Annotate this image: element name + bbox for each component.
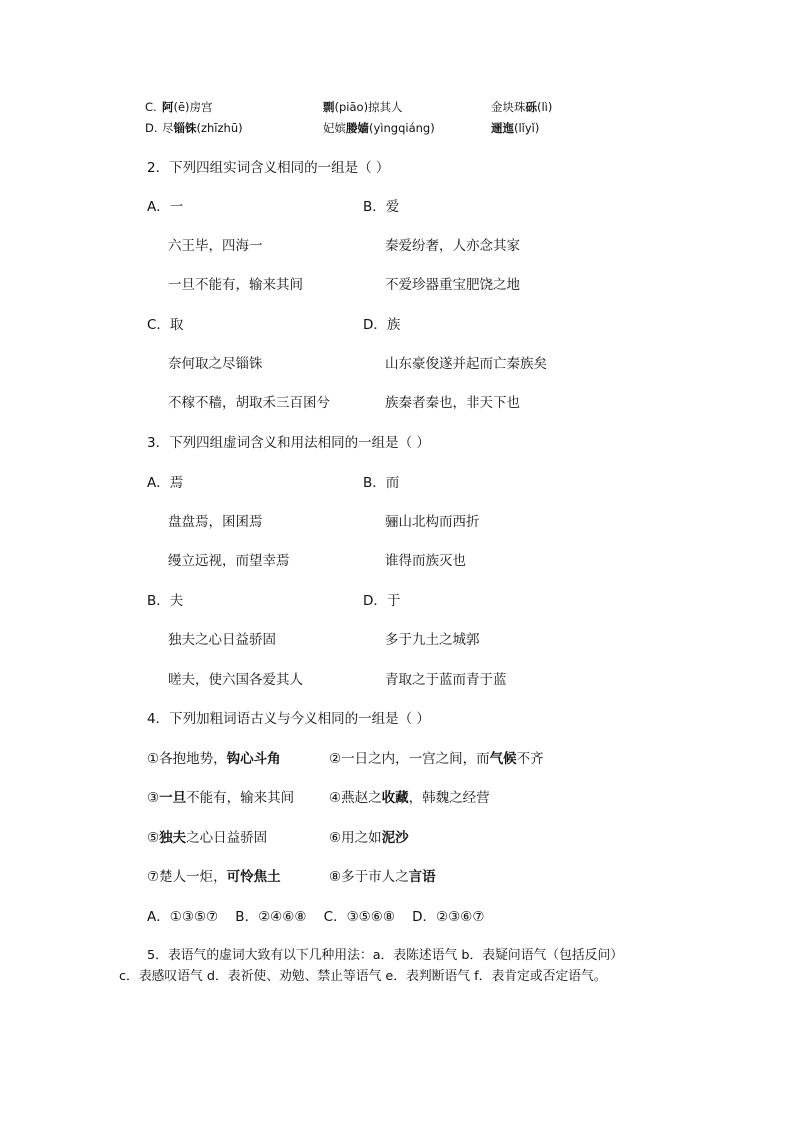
q2-a-line1: 六王毕，四海一 bbox=[168, 238, 263, 254]
q3-b-line2: 谁得而族灭也 bbox=[385, 553, 466, 569]
q3-d-line2: 青取之于蓝而青于蓝 bbox=[385, 672, 507, 688]
q4-stem: 4．下列加粗词语古义与今义相同的一组是（ ） bbox=[147, 711, 430, 727]
q4-item-8: ⑧多于市人之言语 bbox=[329, 869, 436, 885]
q1-d-item-c: 逦迤(lǐyǐ) bbox=[491, 121, 540, 135]
q2-c-line2: 不稼不穑，胡取禾三百囷兮 bbox=[168, 395, 330, 411]
q4-item-6: ⑥用之如泥沙 bbox=[329, 830, 409, 846]
q2-d-line1: 山东豪俊遂并起而亡秦族矣 bbox=[385, 356, 547, 372]
q2-b-line2: 不爱珍器重宝肥饶之地 bbox=[385, 277, 520, 293]
q4-answer-options: A．①③⑤⑦ B．②④⑥⑧ C．③⑤⑥⑧ D．②③⑥⑦ bbox=[147, 909, 485, 925]
q5-line2: c．表感叹语气 d．表祈使、劝勉、禁止等语气 e．表判断语气 f．表肯定或否定语气。 bbox=[119, 969, 607, 984]
q3-option-d-label: D．于 bbox=[363, 593, 401, 609]
q1-d-label: D. bbox=[145, 121, 158, 135]
q1-d-item-b: 妃嫔媵嫱(yìngqiáng) bbox=[323, 121, 435, 135]
q1-c-item-b: 剽(piāo)掠其人 bbox=[323, 100, 403, 114]
q1-c-item-c: 金块珠砾(lì) bbox=[491, 100, 553, 114]
q3-c-line2: 嗟夫，使六国各爱其人 bbox=[168, 672, 303, 688]
q3-option-c-label: B．夫 bbox=[147, 593, 184, 609]
q3-option-b-label: B．而 bbox=[363, 475, 400, 491]
q1-c-item-a: 阿(ē)房宫 bbox=[162, 100, 213, 114]
q4-item-4: ④燕赵之收藏，韩魏之经营 bbox=[329, 790, 490, 806]
q5-line1: 5．表语气的虚词大致有以下几种用法：a．表陈述语气 b．表疑问语气（包括反问） bbox=[147, 948, 624, 963]
q2-option-a-label: A．一 bbox=[147, 199, 184, 215]
q3-a-line2: 缦立远视，而望幸焉 bbox=[168, 553, 290, 569]
q3-a-line1: 盘盘焉，囷囷焉 bbox=[168, 514, 263, 530]
q3-option-a-label: A．焉 bbox=[147, 475, 184, 491]
q2-stem: 2．下列四组实词含义相同的一组是（ ） bbox=[147, 160, 390, 176]
q4-item-2: ②一日之内，一宫之间，而气候不齐 bbox=[329, 751, 544, 767]
q4-item-5: ⑤独夫之心日益骄固 bbox=[147, 830, 268, 846]
q4-item-3: ③一旦不能有，输来其间 bbox=[147, 790, 295, 806]
q2-c-line1: 奈何取之尽锱铢 bbox=[168, 356, 263, 372]
q2-a-line2: 一旦不能有，输来其间 bbox=[168, 277, 303, 293]
q3-b-line1: 骊山北构而西折 bbox=[385, 514, 480, 530]
q2-d-line2: 族秦者秦也，非天下也 bbox=[385, 395, 520, 411]
q3-c-line1: 独夫之心日益骄固 bbox=[168, 632, 276, 648]
q3-stem: 3．下列四组虚词含义和用法相同的一组是（ ） bbox=[147, 435, 430, 451]
q2-option-d-label: D．族 bbox=[363, 317, 401, 333]
q4-item-7: ⑦楚人一炬，可怜焦土 bbox=[147, 869, 281, 885]
q4-item-1: ①各抱地势，钩心斗角 bbox=[147, 751, 281, 767]
q1-c-label: C. bbox=[145, 100, 157, 114]
q2-b-line1: 秦爱纷奢，人亦念其家 bbox=[385, 238, 520, 254]
q3-d-line1: 多于九土之城郭 bbox=[385, 632, 480, 648]
q2-option-c-label: C．取 bbox=[147, 317, 184, 333]
q2-option-b-label: B．爱 bbox=[363, 199, 400, 215]
q1-d-item-a: 尽锱铢(zhīzhū) bbox=[162, 121, 243, 135]
